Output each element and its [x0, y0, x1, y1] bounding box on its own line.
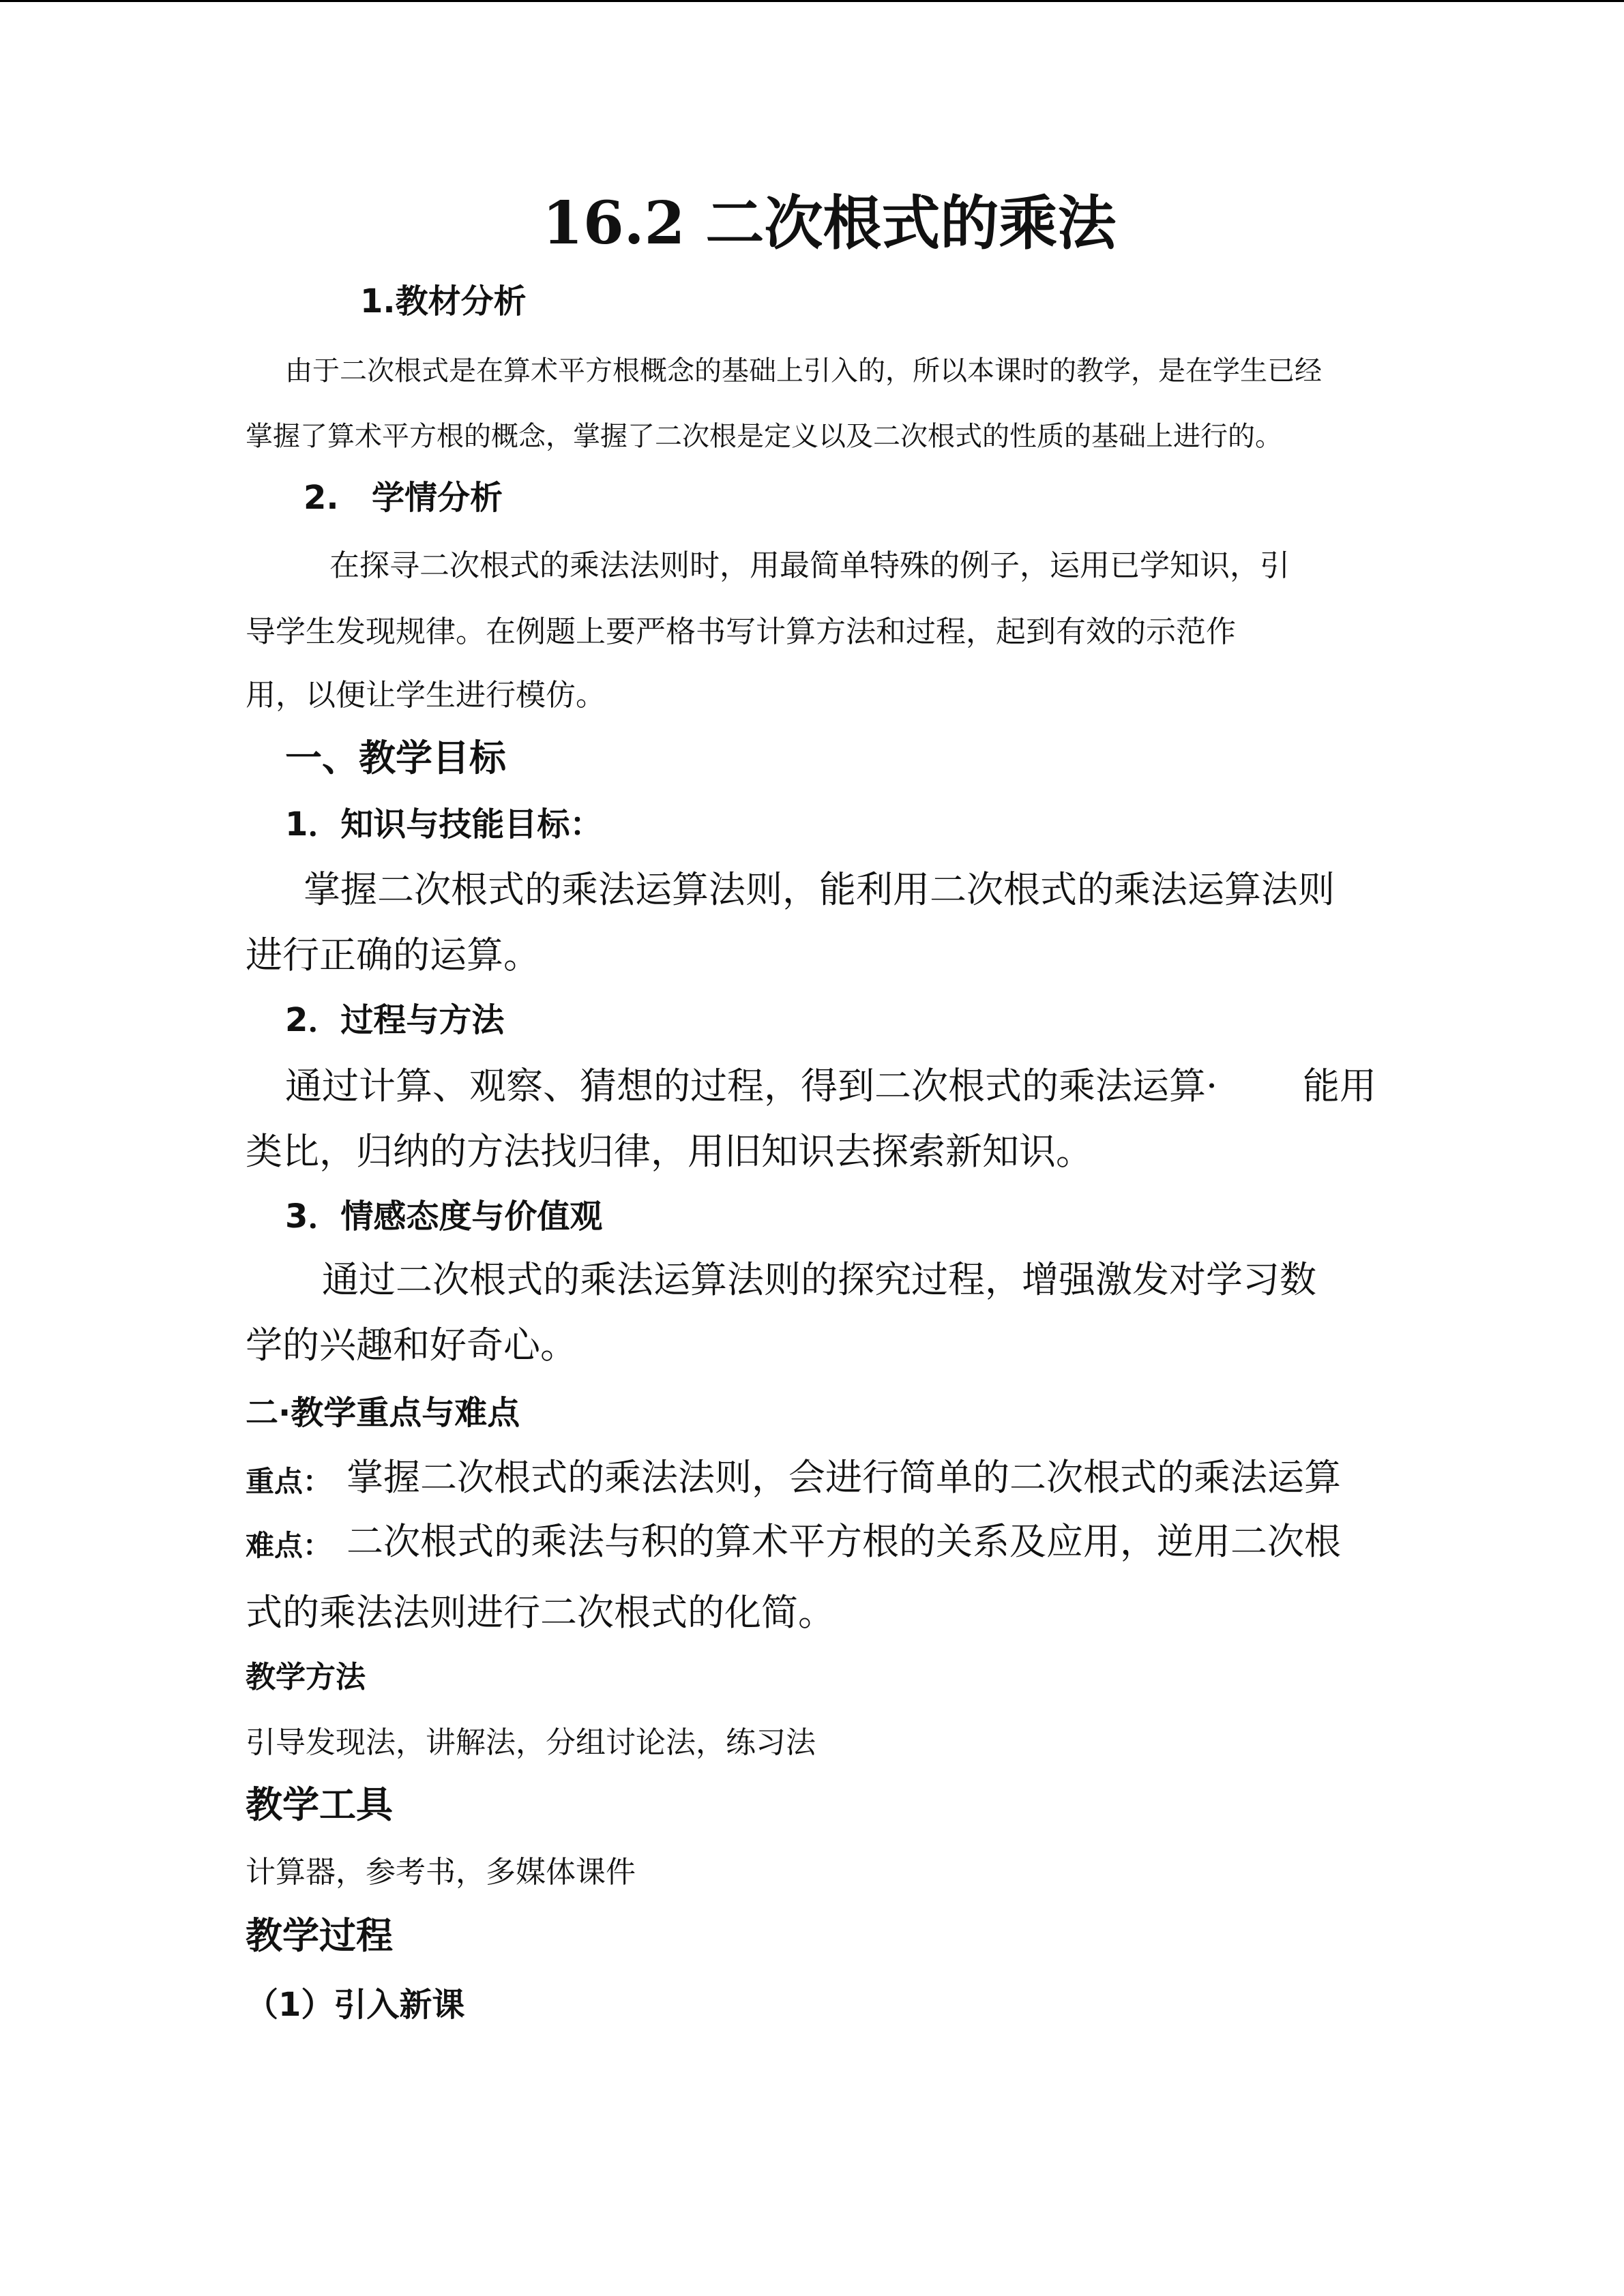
difficulty-label: 难点： [246, 1529, 332, 1562]
material-analysis-line: 由于二次根式是在算术平方根概念的基础上引入的，所以本课时的教学，是在学生已经 [285, 355, 1322, 387]
tools-heading: 教学工具 [246, 1783, 393, 1826]
key-point-text: 掌握二次根式的乘法法则，会进行简单的二次根式的乘法运算 [346, 1456, 1341, 1499]
emotion-objective-line: 通过二次根式的乘法运算法则的探究过程，增强激发对学习数 [322, 1258, 1316, 1301]
knowledge-objective-line: 掌握二次根式的乘法运算法则，能利用二次根式的乘法运算法则 [304, 868, 1335, 911]
process-objective-line-end: 能用 [1303, 1064, 1376, 1107]
difficulty-text-continued: 式的乘法法则进行二次根式的化简。 [246, 1591, 835, 1634]
student-analysis-line: 在探寻二次根式的乘法法则时，用最简单特殊的例子，运用已学知识，引 [329, 548, 1290, 583]
process-objective-line: 类比，归纳的方法找归律，用旧知识去探索新知识。 [246, 1130, 1093, 1173]
emotion-objective-line: 学的兴趣和好奇心。 [246, 1324, 577, 1367]
methods-heading: 教学方法 [246, 1660, 366, 1695]
student-analysis-heading-number: 2. [304, 479, 339, 517]
page-top-border [0, 0, 1624, 2]
page-title: 16.2 二次根式的乘法 [542, 189, 1117, 258]
process-objective-heading: 2．过程与方法 [285, 1001, 505, 1039]
student-analysis-heading: 学情分析 [372, 479, 503, 517]
student-analysis-line: 用，以便让学生进行模仿。 [246, 678, 606, 713]
tools-text: 计算器，参考书，多媒体课件 [246, 1855, 636, 1890]
emotion-objective-heading: 3．情感态度与价值观 [285, 1197, 603, 1236]
key-points-heading: 二·教学重点与难点 [246, 1394, 520, 1432]
methods-text: 引导发现法，讲解法，分组讨论法，练习法 [246, 1725, 816, 1760]
difficulty-text: 二次根式的乘法与积的算术平方根的关系及应用，逆用二次根 [346, 1520, 1341, 1563]
material-analysis-heading: 1.教材分析 [360, 282, 527, 320]
knowledge-objective-line: 进行正确的运算。 [246, 934, 540, 976]
procedure-step-1: （1）引入新课 [246, 1986, 465, 2024]
key-point-label: 重点： [246, 1465, 332, 1498]
objectives-heading: 一、教学目标 [285, 736, 506, 779]
student-analysis-line: 导学生发现规律。在例题上要严格书写计算方法和过程，起到有效的示范作 [246, 614, 1236, 649]
procedure-heading: 教学过程 [246, 1914, 393, 1957]
knowledge-objective-heading: 1．知识与技能目标： [285, 805, 603, 844]
material-analysis-line: 掌握了算术平方根的概念，掌握了二次根是定义以及二次根式的性质的基础上进行的。 [246, 421, 1282, 452]
process-objective-line: 通过计算、观察、猜想的过程，得到二次根式的乘法运算· [285, 1064, 1218, 1107]
